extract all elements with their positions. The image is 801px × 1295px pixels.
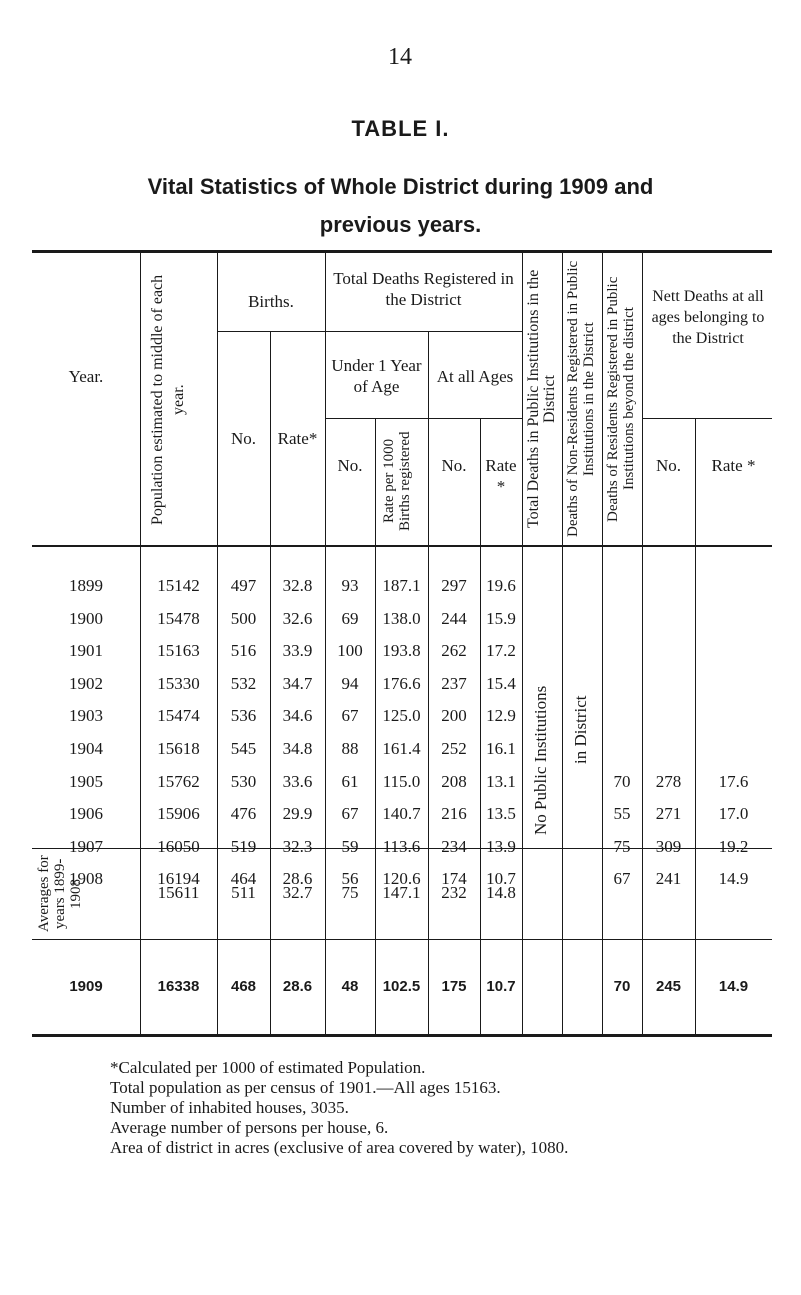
under1-no-cell: 61 bbox=[341, 772, 359, 791]
current-all-rate: 10.7 bbox=[486, 978, 516, 995]
note-in-district: in District bbox=[571, 695, 590, 765]
current-nett-rate: 14.9 bbox=[718, 978, 749, 995]
births-no-cell: 516 bbox=[230, 641, 257, 660]
header-under1: Under 1 Year of Age bbox=[331, 356, 422, 396]
under1-rate-cell: 161.4 bbox=[382, 739, 421, 758]
averages-label: Averages for years 1899-1908 bbox=[36, 855, 84, 933]
all-ages-no-cell: 252 bbox=[441, 739, 467, 758]
current-under1-rate: 102.5 bbox=[382, 978, 421, 995]
under1-no-cell: 67 bbox=[341, 804, 359, 823]
page-title: Vital Statistics of Whole District during 1909 and bbox=[147, 174, 654, 199]
year-cell: 1901 bbox=[69, 641, 103, 660]
year-cell: 1899 bbox=[69, 576, 103, 595]
year-cell: 1906 bbox=[69, 804, 103, 823]
all-ages-no-cell: 208 bbox=[441, 772, 467, 791]
residents-deaths-cell: 67 bbox=[613, 869, 631, 888]
header-all-ages: At all Ages bbox=[436, 367, 514, 386]
page-subtitle: previous years. bbox=[319, 212, 482, 237]
under1-no-cell: 69 bbox=[341, 609, 359, 628]
under1-no-cell: 59 bbox=[341, 837, 359, 856]
bottom-rule bbox=[32, 1034, 772, 1037]
under1-no-cell: 94 bbox=[341, 674, 359, 693]
table-label: TABLE I. bbox=[351, 116, 450, 141]
header-nett-no: No. bbox=[655, 456, 682, 475]
under1-no-cell: 56 bbox=[341, 869, 359, 888]
births-no-cell: 500 bbox=[230, 609, 257, 628]
averages-bottom-rule bbox=[32, 939, 772, 940]
births-rate-cell: 34.6 bbox=[282, 706, 313, 725]
population-cell: 15762 bbox=[157, 772, 200, 791]
under1-rate-cell: 176.6 bbox=[382, 674, 421, 693]
header-population: Population estimated to middle of each year. bbox=[149, 274, 187, 526]
all-ages-no-cell: 200 bbox=[441, 706, 467, 725]
population-cell: 15142 bbox=[157, 576, 200, 595]
top-rule bbox=[32, 250, 772, 253]
current-births-no: 468 bbox=[230, 978, 257, 995]
births-no-cell: 536 bbox=[230, 706, 257, 725]
population-cell: 16194 bbox=[157, 869, 200, 888]
all-ages-no-cell: 262 bbox=[441, 641, 467, 660]
births-no-cell: 464 bbox=[230, 869, 257, 888]
all-ages-rate-cell: 13.9 bbox=[486, 837, 516, 856]
year-cell: 1903 bbox=[69, 706, 103, 725]
col-rule bbox=[522, 252, 523, 1035]
under1-rate-cell: 113.6 bbox=[382, 837, 421, 856]
current-under1-no: 48 bbox=[341, 978, 359, 995]
avg-population: 15611 bbox=[157, 883, 200, 902]
under1-rate-cell: 138.0 bbox=[382, 609, 421, 628]
col-rule bbox=[642, 252, 643, 1035]
population-cell: 15618 bbox=[157, 739, 200, 758]
header-bottom-rule bbox=[32, 545, 772, 547]
under1-rate-cell: 115.0 bbox=[382, 772, 421, 791]
header-all-rate: Rate * bbox=[485, 456, 517, 496]
under1-rate-cell: 140.7 bbox=[382, 804, 421, 823]
births-no-cell: 532 bbox=[230, 674, 257, 693]
under1-no-cell: 100 bbox=[337, 641, 363, 660]
footnote-3: Number of inhabited houses, 3035. bbox=[110, 1098, 349, 1117]
births-rate-cell: 28.6 bbox=[282, 869, 313, 888]
all-ages-rate-cell: 19.6 bbox=[486, 576, 516, 595]
year-cell: 1907 bbox=[69, 837, 103, 856]
col-rule bbox=[695, 418, 696, 1035]
note-no-public-institutions: No Public Institutions bbox=[531, 685, 550, 835]
population-cell: 15478 bbox=[157, 609, 200, 628]
year-cell: 1908 bbox=[69, 869, 103, 888]
current-nett-no: 245 bbox=[655, 978, 682, 995]
all-ages-rate-cell: 15.9 bbox=[486, 609, 516, 628]
avg-under1-no: 75 bbox=[341, 883, 359, 902]
all-ages-no-cell: 216 bbox=[441, 804, 467, 823]
header-births: Births. bbox=[248, 292, 294, 311]
header-residents: Deaths of Residents Registered in Public Institutions beyond the district bbox=[605, 276, 637, 522]
births-rate-cell: 32.6 bbox=[282, 609, 313, 628]
header-births-no: No. bbox=[230, 429, 257, 448]
under1-rate-cell: 187.1 bbox=[382, 576, 421, 595]
population-cell: 15474 bbox=[157, 706, 200, 725]
all-ages-no-cell: 234 bbox=[441, 837, 467, 856]
all-ages-no-cell: 244 bbox=[441, 609, 467, 628]
under1-rate-cell: 120.6 bbox=[382, 869, 421, 888]
births-rate-cell: 29.9 bbox=[282, 804, 313, 823]
footnote-1: *Calculated per 1000 of estimated Population. bbox=[110, 1058, 426, 1077]
header-non-residents: Deaths of Non-Residents Registered in Public Institutions in the District bbox=[565, 260, 597, 538]
nett-rate-cell: 19.2 bbox=[718, 837, 749, 856]
col-rule bbox=[602, 252, 603, 1035]
births-rate-cell: 33.6 bbox=[282, 772, 313, 791]
nett-rate-cell: 17.6 bbox=[718, 772, 749, 791]
header-rule-3 bbox=[642, 418, 772, 419]
all-ages-rate-cell: 17.2 bbox=[486, 641, 516, 660]
page-number: 14 bbox=[388, 44, 412, 70]
header-nett: Nett Deaths at all ages belonging to the District bbox=[651, 288, 765, 347]
col-rule bbox=[562, 252, 563, 1035]
under1-no-cell: 88 bbox=[341, 739, 359, 758]
year-cell: 1905 bbox=[69, 772, 103, 791]
population-cell: 15330 bbox=[157, 674, 200, 693]
year-cell: 1902 bbox=[69, 674, 103, 693]
under1-no-cell: 93 bbox=[341, 576, 359, 595]
header-rule-2 bbox=[325, 418, 522, 419]
nett-rate-cell: 17.0 bbox=[718, 804, 749, 823]
footnote-4: Average number of persons per house, 6. bbox=[110, 1118, 389, 1137]
header-rule-1 bbox=[217, 331, 522, 332]
nett-no-cell: 309 bbox=[655, 837, 682, 856]
col-rule bbox=[375, 418, 376, 1035]
all-ages-rate-cell: 10.7 bbox=[486, 869, 516, 888]
footnote-5: Area of district in acres (exclusive of area covered by water), 1080. bbox=[110, 1138, 569, 1157]
header-year: Year. bbox=[68, 367, 104, 386]
all-ages-no-cell: 237 bbox=[441, 674, 467, 693]
current-all-no: 175 bbox=[441, 978, 467, 995]
births-no-cell: 545 bbox=[230, 739, 257, 758]
all-ages-no-cell: 297 bbox=[441, 576, 467, 595]
current-residents-deaths: 70 bbox=[613, 978, 631, 995]
all-ages-rate-cell: 12.9 bbox=[486, 706, 516, 725]
avg-all-no: 232 bbox=[441, 883, 467, 902]
births-no-cell: 497 bbox=[230, 576, 257, 595]
nett-rate-cell: 14.9 bbox=[718, 869, 749, 888]
nett-no-cell: 271 bbox=[655, 804, 682, 823]
all-ages-rate-cell: 13.1 bbox=[486, 772, 516, 791]
births-rate-cell: 34.7 bbox=[282, 674, 313, 693]
year-cell: 1900 bbox=[69, 609, 103, 628]
births-no-cell: 530 bbox=[230, 772, 257, 791]
avg-all-rate: 14.8 bbox=[486, 883, 516, 902]
header-under1-no: No. bbox=[337, 456, 363, 475]
header-nett-rate: Rate * bbox=[711, 456, 756, 475]
births-no-cell: 519 bbox=[230, 837, 257, 856]
header-total-deaths: Total Deaths Registered in the District bbox=[333, 269, 514, 309]
nett-no-cell: 278 bbox=[655, 772, 682, 791]
residents-deaths-cell: 75 bbox=[613, 837, 631, 856]
births-no-cell: 476 bbox=[230, 804, 257, 823]
current-births-rate: 28.6 bbox=[282, 978, 313, 995]
under1-no-cell: 67 bbox=[341, 706, 359, 725]
population-cell: 15906 bbox=[157, 804, 200, 823]
population-cell: 15163 bbox=[157, 641, 200, 660]
header-births-rate: Rate* bbox=[277, 429, 318, 448]
population-cell: 16050 bbox=[157, 837, 200, 856]
current-year: 1909 bbox=[69, 978, 103, 995]
header-under1-rate: Rate per 1000 Births registered bbox=[381, 431, 413, 531]
all-ages-rate-cell: 16.1 bbox=[486, 739, 516, 758]
residents-deaths-cell: 70 bbox=[613, 772, 631, 791]
current-population: 16338 bbox=[157, 978, 200, 995]
all-ages-rate-cell: 15.4 bbox=[486, 674, 516, 693]
births-rate-cell: 34.8 bbox=[282, 739, 313, 758]
nett-no-cell: 241 bbox=[655, 869, 682, 888]
under1-rate-cell: 125.0 bbox=[382, 706, 421, 725]
under1-rate-cell: 193.8 bbox=[382, 641, 421, 660]
all-ages-rate-cell: 13.5 bbox=[486, 804, 516, 823]
all-ages-no-cell: 174 bbox=[441, 869, 467, 888]
avg-births-no: 511 bbox=[231, 883, 256, 902]
births-rate-cell: 32.3 bbox=[282, 837, 313, 856]
births-rate-cell: 32.8 bbox=[282, 576, 313, 595]
col-rule bbox=[480, 418, 481, 1035]
avg-births-rate: 32.7 bbox=[282, 883, 313, 902]
year-cell: 1904 bbox=[69, 739, 103, 758]
residents-deaths-cell: 55 bbox=[613, 804, 631, 823]
header-public-institutions: Total Deaths in Public Institutions in the District bbox=[525, 269, 558, 529]
births-rate-cell: 33.9 bbox=[282, 641, 313, 660]
header-all-no: No. bbox=[441, 456, 467, 475]
footnote-2: Total population as per census of 1901.—All ages 15163. bbox=[110, 1078, 501, 1097]
avg-under1-rate: 147.1 bbox=[382, 883, 421, 902]
